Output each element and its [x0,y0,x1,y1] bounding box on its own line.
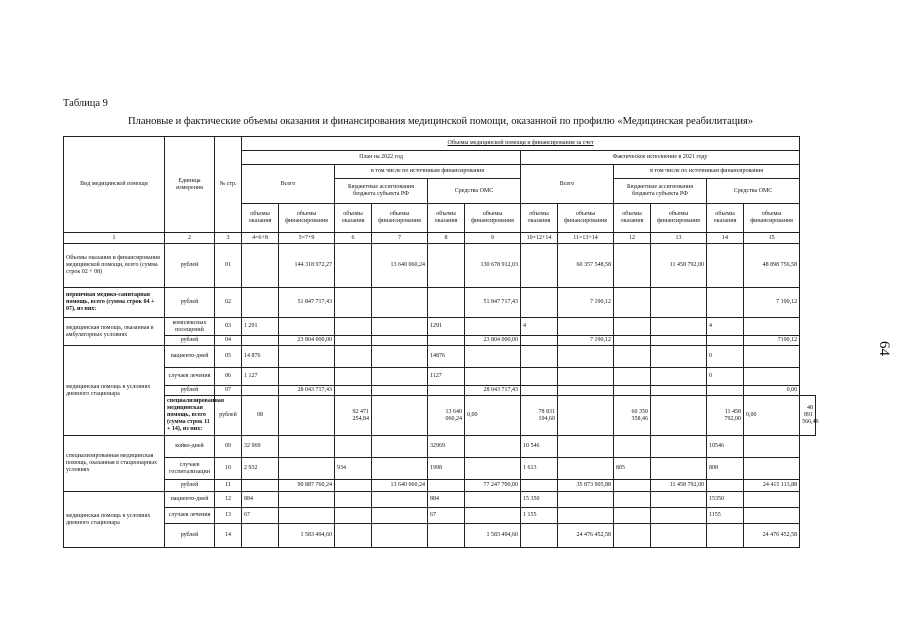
cell-c14 [707,480,744,492]
header-type: Вид медицинской помощи [64,137,165,233]
cell-c5: 144 318 972,27 [279,244,335,288]
header-financing: объемы финансирования [558,204,614,233]
cell-c5: 92 471 254,84 [335,396,372,436]
cell-c4: 32 969 [242,436,279,458]
cell-c14 [707,336,744,346]
cell-c5: 1 583 494,60 [279,524,335,548]
cell-c5: 23 804 000,00 [279,336,335,346]
cell-c13 [651,318,707,336]
cell-c9: 77 247 700,00 [465,480,521,492]
cell-c4 [242,480,279,492]
row-number: 08 [242,396,279,436]
cell-c15 [744,508,800,524]
cell-c11 [558,508,614,524]
cell-c11: 24 476 452,58 [558,524,614,548]
cell-c4: 14 876 [242,346,279,368]
cell-c6 [335,508,372,524]
cell-c15: 0,00 [744,386,800,396]
cell-c7 [372,336,428,346]
cell-c4: 67 [242,508,279,524]
table-row [64,458,816,480]
cell-c4: 884 [242,492,279,508]
cell-c12 [651,396,707,436]
cell-c5: 51 847 717,43 [279,288,335,318]
cell-c12 [614,288,651,318]
header-plan-budget: Бюджетные ассигнования бюджета субъекта РФ [335,179,428,204]
cell-c14 [707,524,744,548]
table-label: Таблица 9 [63,98,108,109]
cell-c10: 4 [521,318,558,336]
header-financing: объемы финансирования [651,204,707,233]
cell-c13 [651,288,707,318]
cell-c14 [707,386,744,396]
cell-c10 [521,336,558,346]
cell-c4 [242,336,279,346]
header-plan: План на 2022 год [242,151,521,165]
cell-c9 [465,318,521,336]
column-number: 7 [372,233,428,244]
unit: пациенто-дней [165,346,215,368]
cell-c8 [428,386,465,396]
care-type: медицинская помощь в условиях дневного стационара [64,346,165,436]
cell-c8: 32969 [428,436,465,458]
cell-c7 [372,524,428,548]
unit: рублей [165,386,215,396]
header-financing: объемы финансирования [744,204,800,233]
cell-c8 [428,480,465,492]
document-title: Плановые и фактические объемы оказания и финансирования медицинской помощи, оказанной по профилю «Медицинская реабилитация» [128,116,754,127]
cell-c4: 1 291 [242,318,279,336]
cell-c4 [242,288,279,318]
cell-c10: 1 155 [521,508,558,524]
header-financing: объемы финансирования [465,204,521,233]
cell-c11: 7 190,12 [558,288,614,318]
table-row [64,508,816,524]
cell-c14: 0 [707,346,744,368]
header-row-number: № стр. [215,137,242,233]
cell-c7: 13 640 060,24 [372,480,428,492]
cell-c8 [428,524,465,548]
cell-c6 [335,288,372,318]
cell-c11 [558,458,614,480]
cell-c15: 24 415 113,88 [744,480,800,492]
cell-c11: 60 357 548,58 [558,244,614,288]
cell-c8 [428,244,465,288]
row-number: 05 [215,346,242,368]
cell-c6 [335,386,372,396]
page-number: 64 [876,341,892,356]
care-type: специализированная медицинская помощь, оказанная в стационарных условиях [64,436,165,492]
cell-c7 [372,368,428,386]
cell-c11: 60 350 358,46 [614,396,651,436]
column-number: 3 [215,233,242,244]
header-plan-sources: в том числе по источникам финансирования [335,165,521,179]
column-number: 12 [614,233,651,244]
cell-c11 [558,318,614,336]
header-volume: объемы оказания [521,204,558,233]
unit: рублей [215,396,242,436]
cell-c15: 48 891 566,46 [800,396,816,436]
column-number: 13 [651,233,707,244]
row-number: 14 [215,524,242,548]
cell-c10 [521,524,558,548]
cell-c5 [279,508,335,524]
cell-c7 [372,288,428,318]
cell-c6 [335,436,372,458]
cell-c15 [744,346,800,368]
header-plan-oms: Средства ОМС [428,179,521,204]
cell-c12 [614,480,651,492]
header-fact-oms: Средства ОМС [707,179,800,204]
row-number: 04 [215,336,242,346]
cell-c6 [335,244,372,288]
cell-c10: 1 613 [521,458,558,480]
header-volume: объемы оказания [428,204,465,233]
row-number: 03 [215,318,242,336]
header-volume: объемы оказания [335,204,372,233]
cell-c12 [614,524,651,548]
cell-c14: 15350 [707,492,744,508]
cell-c12 [614,492,651,508]
cell-c4: 2 932 [242,458,279,480]
cell-c9 [465,346,521,368]
cell-c6 [335,368,372,386]
table-row [64,336,816,346]
cell-c12 [614,508,651,524]
header-fact-total: Всего [521,165,614,204]
cell-c15: 24 476 452,58 [744,524,800,548]
table-row [64,524,816,548]
cell-c14: 808 [707,458,744,480]
cell-c6: 934 [335,458,372,480]
cell-c13 [651,508,707,524]
cell-c12 [614,336,651,346]
cell-c15: 48 898 756,58 [744,244,800,288]
cell-c7 [372,492,428,508]
cell-c11: 35 873 905,88 [558,480,614,492]
cell-c6 [335,346,372,368]
cell-c9 [465,492,521,508]
cell-c5: 90 887 760,24 [279,480,335,492]
cell-c14: 10546 [707,436,744,458]
cell-c6 [335,524,372,548]
column-number: 14 [707,233,744,244]
cell-c13: 11 458 792,00 [707,396,744,436]
cell-c13: 11 458 792,00 [651,480,707,492]
cell-c7 [372,508,428,524]
cell-c12 [614,386,651,396]
header-volume: объемы оказания [242,204,279,233]
cell-c11 [558,386,614,396]
cell-c4 [242,244,279,288]
cell-c7: 13 640 060,24 [428,396,465,436]
header-volume: объемы оказания [707,204,744,233]
column-number: 5=7+9 [279,233,335,244]
care-type: Объемы оказания и финансирования медицинской помощи, всего (сумма строк 02 + 08) [64,244,165,288]
cell-c9 [465,368,521,386]
cell-c14 [707,244,744,288]
cell-c13 [651,458,707,480]
cell-c5 [279,318,335,336]
table-row [64,436,816,458]
cell-c5: 28 043 717,43 [279,386,335,396]
cell-c15: 7 190,12 [744,288,800,318]
column-number: 8 [428,233,465,244]
cell-c10 [521,244,558,288]
care-type: медицинская помощь в условиях дневного стационара [64,492,165,548]
unit: рублей [165,288,215,318]
cell-c4 [279,396,335,436]
cell-c12: 805 [614,458,651,480]
cell-c4 [242,524,279,548]
rehabilitation-table [63,136,819,548]
cell-c11: 7 190,12 [558,336,614,346]
cell-c5 [279,436,335,458]
row-number: 09 [215,436,242,458]
cell-c9 [465,436,521,458]
row-number: 11 [215,480,242,492]
cell-c7 [372,386,428,396]
column-number: 6 [335,233,372,244]
cell-c13 [651,492,707,508]
cell-c8 [428,336,465,346]
table-row [64,244,816,288]
unit: рублей [165,480,215,492]
cell-c9: 23 804 000,00 [465,336,521,346]
cell-c10: 10 546 [521,436,558,458]
cell-c15 [744,458,800,480]
cell-c10: 15 350 [521,492,558,508]
cell-c8: 0,00 [465,396,521,436]
cell-c8: 67 [428,508,465,524]
cell-c9 [465,508,521,524]
table-row [64,396,816,436]
care-type: специализированная медицинская помощь, всего (сумма строк 11 + 14), из них: [165,396,215,436]
row-number: 12 [215,492,242,508]
header-fact-budget: Бюджетные ассигнования бюджета субъекта РФ [614,179,707,204]
cell-c6 [335,336,372,346]
cell-c11 [558,492,614,508]
cell-c14: 0,00 [744,396,800,436]
unit: случаев госпитализации [165,458,215,480]
care-type: медицинская помощь, оказанная в амбулаторных условиях [64,318,165,346]
unit: рублей [165,244,215,288]
cell-c6 [372,396,428,436]
cell-c10 [521,368,558,386]
cell-c12 [614,368,651,386]
cell-c13 [651,386,707,396]
cell-c15 [744,368,800,386]
cell-c8 [428,288,465,318]
cell-c15: 7190,12 [744,336,800,346]
column-number: 10=12+14 [521,233,558,244]
cell-c12 [614,244,651,288]
table-row [64,386,816,396]
cell-c15 [744,318,800,336]
cell-c10 [521,480,558,492]
cell-c7 [372,318,428,336]
cell-c13 [651,368,707,386]
cell-c13 [651,336,707,346]
cell-c8: 1127 [428,368,465,386]
unit: комплексных посещений [165,318,215,336]
column-number: 4=6+8 [242,233,279,244]
cell-c5 [279,346,335,368]
header-fact-sources: в том числе по источникам финансирования [614,165,800,179]
column-number: 9 [465,233,521,244]
cell-c12 [614,346,651,368]
header-fact: Фактическое исполнение в 2021 году [521,151,800,165]
unit: рублей [165,336,215,346]
cell-c12 [614,436,651,458]
cell-c11 [558,436,614,458]
cell-c7 [372,346,428,368]
cell-c13 [651,346,707,368]
column-number: 2 [165,233,215,244]
cell-c6 [335,318,372,336]
cell-c7 [372,436,428,458]
header-financing: объемы финансирования [372,204,428,233]
column-number: 1 [64,233,165,244]
cell-c8: 884 [428,492,465,508]
unit: койко-дней [165,436,215,458]
header-plan-total: Всего [242,165,335,204]
unit: случаев лечения [165,368,215,386]
cell-c11 [558,368,614,386]
table-row [64,368,816,386]
cell-c5 [279,368,335,386]
header-volumes: Объемы медицинской помощи и финансирования за счет [242,137,800,151]
row-number: 01 [215,244,242,288]
table-row [64,288,816,318]
table-row [64,492,816,508]
cell-c11 [558,346,614,368]
row-number: 02 [215,288,242,318]
cell-c9: 78 831 194,60 [521,396,558,436]
cell-c13 [651,436,707,458]
cell-c6 [335,480,372,492]
cell-c9 [465,458,521,480]
cell-c15 [744,436,800,458]
column-number: 15 [744,233,800,244]
cell-c9: 130 678 912,03 [465,244,521,288]
care-type: первичная медико-санитарная помощь, всего (сумма строк 04 + 07), из них: [64,288,165,318]
cell-c14: 4 [707,318,744,336]
cell-c14: 0 [707,368,744,386]
cell-c7: 13 640 060,24 [372,244,428,288]
cell-c4 [242,386,279,396]
cell-c13: 11 458 792,00 [651,244,707,288]
header-unit: Единица измерения [165,137,215,233]
cell-c7 [372,458,428,480]
cell-c8: 1998 [428,458,465,480]
cell-c9: 1 583 494,60 [465,524,521,548]
cell-c13 [651,524,707,548]
cell-c10 [521,346,558,368]
row-number: 13 [215,508,242,524]
cell-c4: 1 127 [242,368,279,386]
row-number: 07 [215,386,242,396]
column-number: 11=13+14 [558,233,614,244]
cell-c5 [279,458,335,480]
cell-c14 [707,288,744,318]
cell-c8: 14876 [428,346,465,368]
table-row [64,318,816,336]
cell-c8: 1291 [428,318,465,336]
cell-c14: 1155 [707,508,744,524]
cell-c10 [521,386,558,396]
table-row [64,480,816,492]
cell-c10 [521,288,558,318]
header-financing: объемы финансирования [279,204,335,233]
cell-c10 [558,396,614,436]
cell-c6 [335,492,372,508]
row-number: 10 [215,458,242,480]
unit: рублей [165,524,215,548]
header-volume: объемы оказания [614,204,651,233]
cell-c9: 51 847 717,43 [465,288,521,318]
row-number: 06 [215,368,242,386]
cell-c9: 28 043 717,43 [465,386,521,396]
table-row [64,346,816,368]
cell-c12 [614,318,651,336]
unit: случаев лечения [165,508,215,524]
cell-c5 [279,492,335,508]
unit: пациенто-дней [165,492,215,508]
cell-c15 [744,492,800,508]
